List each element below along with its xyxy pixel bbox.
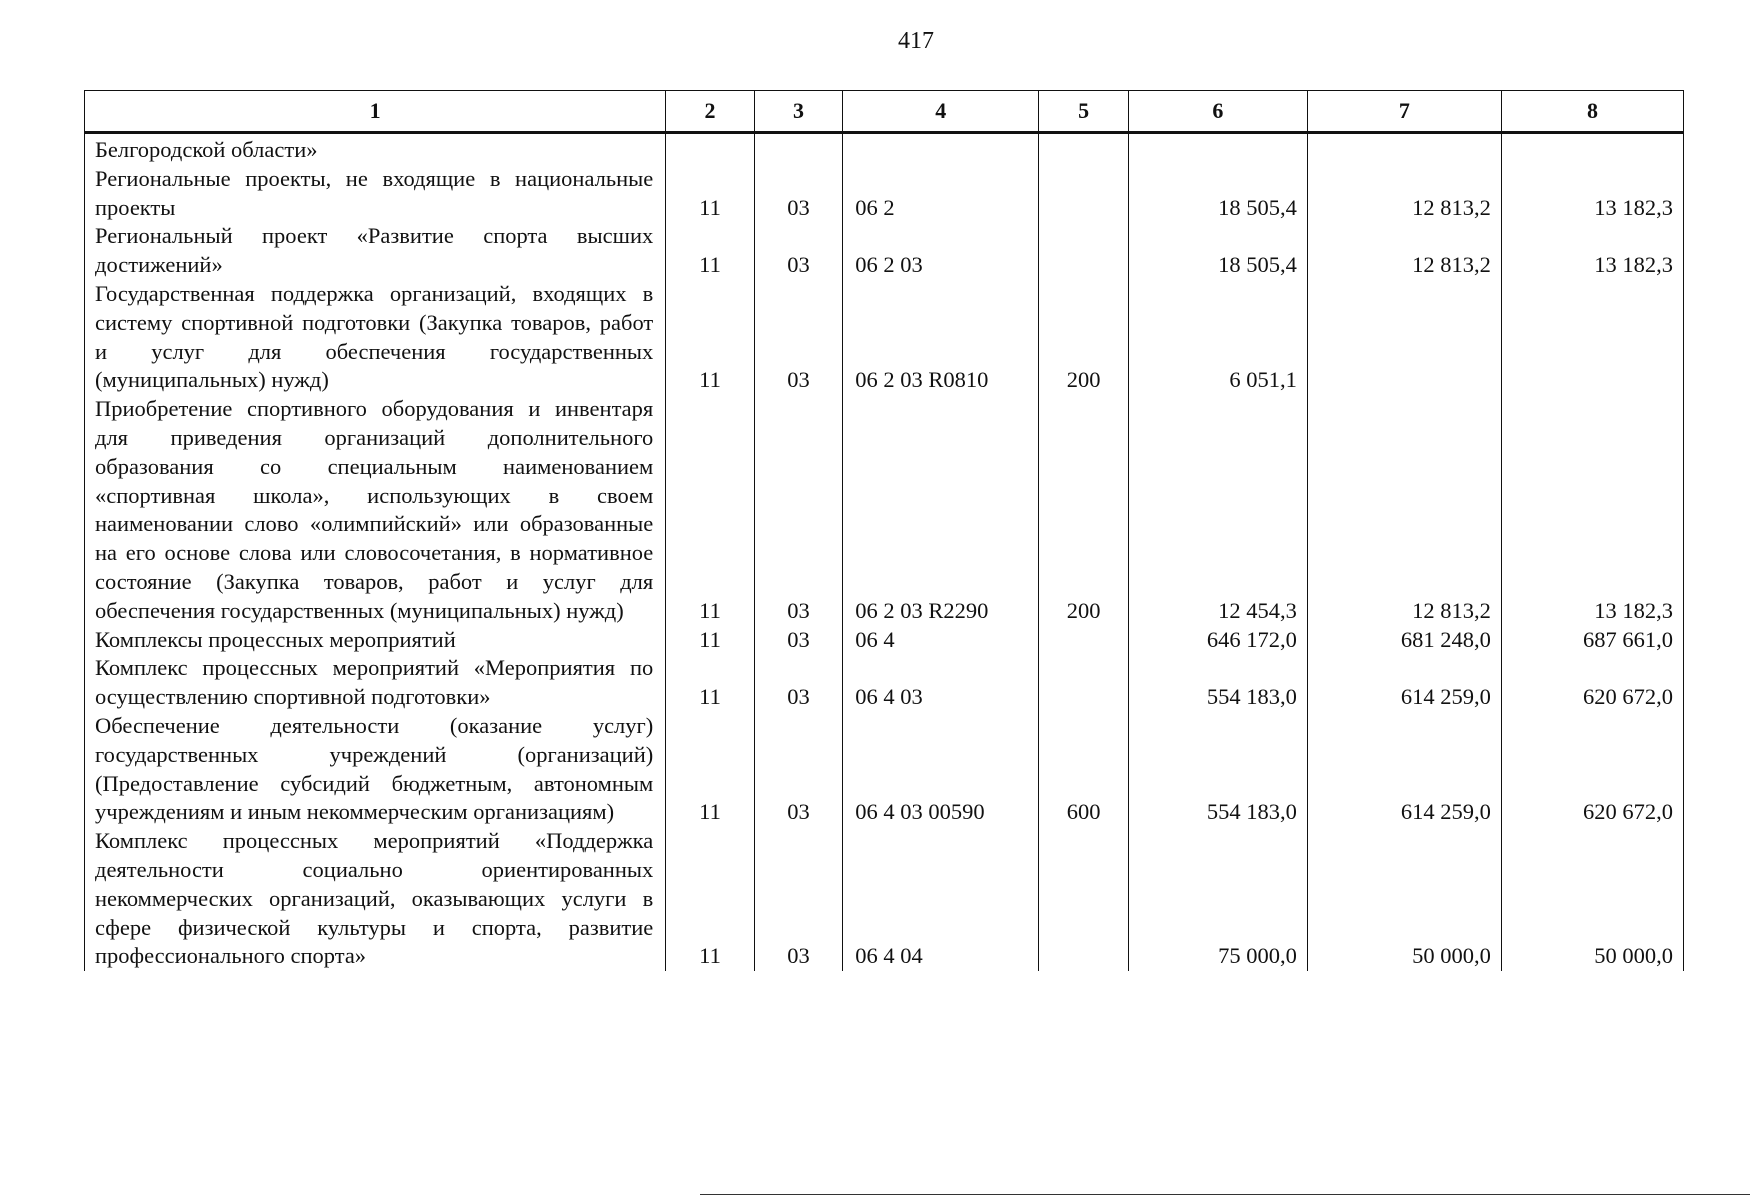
row-target-code: 06 4 04 — [843, 827, 1039, 971]
row-subsection: 03 — [754, 712, 842, 827]
row-target-code: 06 2 03 R2290 — [843, 395, 1039, 625]
row-expense-type: 200 — [1039, 280, 1129, 395]
row-section: 11 — [666, 827, 754, 971]
header-col-8: 8 — [1501, 91, 1683, 133]
row-subsection: 03 — [754, 395, 842, 625]
table-row — [85, 712, 1684, 827]
bottom-scan-rule — [700, 1194, 1750, 1195]
row-section: 11 — [666, 654, 754, 712]
table-row — [85, 395, 1684, 625]
table-body — [85, 133, 1684, 972]
row-name: Региональные проекты, не входящие в национальные проекты — [85, 165, 666, 223]
row-value-col7 — [1307, 280, 1501, 395]
row-expense-type: 200 — [1039, 395, 1129, 625]
row-value-col6: 554 183,0 — [1128, 712, 1307, 827]
row-subsection: 03 — [754, 827, 842, 971]
row-section: 11 — [666, 165, 754, 223]
header-col-1: 1 — [85, 91, 666, 133]
row-value-col7: 12 813,2 — [1307, 165, 1501, 223]
row-value-col6: 18 505,4 — [1128, 165, 1307, 223]
row-expense-type — [1039, 165, 1129, 223]
table-header — [85, 91, 1684, 133]
header-col-2: 2 — [666, 91, 754, 133]
row-expense-type — [1039, 626, 1129, 655]
row-target-code: 06 4 — [843, 626, 1039, 655]
header-col-4: 4 — [843, 91, 1039, 133]
row-target-code: 06 2 — [843, 165, 1039, 223]
table-row — [85, 133, 1684, 165]
row-subsection: 03 — [754, 280, 842, 395]
row-value-col6: 18 505,4 — [1128, 222, 1307, 280]
row-subsection: 03 — [754, 165, 842, 223]
row-value-col7: 681 248,0 — [1307, 626, 1501, 655]
row-value-col8: 50 000,0 — [1501, 827, 1683, 971]
row-value-col7: 50 000,0 — [1307, 827, 1501, 971]
row-expense-type — [1039, 222, 1129, 280]
row-subsection: 03 — [754, 654, 842, 712]
budget-table — [84, 90, 1684, 971]
row-value-col6: 646 172,0 — [1128, 626, 1307, 655]
row-name: Государственная поддержка организаций, входящих в систему спортивной подготовки (Закупка товаров, работ и услуг для обеспечения государственных (муниципальных) нужд) — [85, 280, 666, 395]
row-value-col6: 12 454,3 — [1128, 395, 1307, 625]
row-name: Комплексы процессных мероприятий — [85, 626, 666, 655]
row-value-col7: 614 259,0 — [1307, 712, 1501, 827]
row-name: Обеспечение деятельности (оказание услуг) государственных учреждений (организаций) (Предоставление субсидий бюджетным, автономным учреждениям и иным некоммерческим организациям) — [85, 712, 666, 827]
row-value-col6 — [1128, 133, 1307, 165]
row-expense-type — [1039, 654, 1129, 712]
row-target-code: 06 4 03 00590 — [843, 712, 1039, 827]
table-row — [85, 222, 1684, 280]
row-section — [666, 133, 754, 165]
row-target-code — [843, 133, 1039, 165]
row-value-col7: 12 813,2 — [1307, 222, 1501, 280]
row-target-code: 06 4 03 — [843, 654, 1039, 712]
table-row — [85, 626, 1684, 655]
table-row — [85, 827, 1684, 971]
row-value-col6: 554 183,0 — [1128, 654, 1307, 712]
row-section: 11 — [666, 280, 754, 395]
row-value-col6: 75 000,0 — [1128, 827, 1307, 971]
row-section: 11 — [666, 222, 754, 280]
row-value-col7: 12 813,2 — [1307, 395, 1501, 625]
row-value-col7: 614 259,0 — [1307, 654, 1501, 712]
row-subsection: 03 — [754, 222, 842, 280]
row-value-col8: 13 182,3 — [1501, 222, 1683, 280]
row-target-code: 06 2 03 — [843, 222, 1039, 280]
row-expense-type — [1039, 133, 1129, 165]
row-value-col8: 687 661,0 — [1501, 626, 1683, 655]
row-value-col8: 13 182,3 — [1501, 165, 1683, 223]
header-row — [85, 91, 1684, 133]
row-section: 11 — [666, 626, 754, 655]
row-value-col8: 620 672,0 — [1501, 654, 1683, 712]
row-section: 11 — [666, 712, 754, 827]
row-value-col8 — [1501, 133, 1683, 165]
row-subsection — [754, 133, 842, 165]
header-col-5: 5 — [1039, 91, 1129, 133]
row-value-col8: 620 672,0 — [1501, 712, 1683, 827]
table-row — [85, 280, 1684, 395]
row-name: Комплекс процессных мероприятий «Мероприятия по осуществлению спортивной подготовки» — [85, 654, 666, 712]
row-name: Комплекс процессных мероприятий «Поддержка деятельности социально ориентированных некоммерческих организаций, оказывающих услуги в сфере физической культуры и спорта, развитие профессионального спорта» — [85, 827, 666, 971]
row-expense-type — [1039, 827, 1129, 971]
row-value-col8 — [1501, 280, 1683, 395]
row-value-col7 — [1307, 133, 1501, 165]
row-name: Приобретение спортивного оборудования и инвентаря для приведения организаций дополнительного образования со специальным наименованием «спортивная школа», использующих в своем наименовании слово «олимпийский» или образованные на его основе слова или словосочетания, в нормативное состояние (Закупка товаров, работ и услуг для обеспечения государственных (муниципальных) нужд) — [85, 395, 666, 625]
row-value-col8: 13 182,3 — [1501, 395, 1683, 625]
row-expense-type: 600 — [1039, 712, 1129, 827]
header-col-3: 3 — [754, 91, 842, 133]
row-subsection: 03 — [754, 626, 842, 655]
row-name: Региональный проект «Развитие спорта высших достижений» — [85, 222, 666, 280]
row-target-code: 06 2 03 R0810 — [843, 280, 1039, 395]
table-row — [85, 654, 1684, 712]
table-row — [85, 165, 1684, 223]
row-name: Белгородской области» — [85, 133, 666, 165]
page-number: 417 — [898, 28, 934, 54]
header-col-7: 7 — [1307, 91, 1501, 133]
row-section: 11 — [666, 395, 754, 625]
row-value-col6: 6 051,1 — [1128, 280, 1307, 395]
header-col-6: 6 — [1128, 91, 1307, 133]
